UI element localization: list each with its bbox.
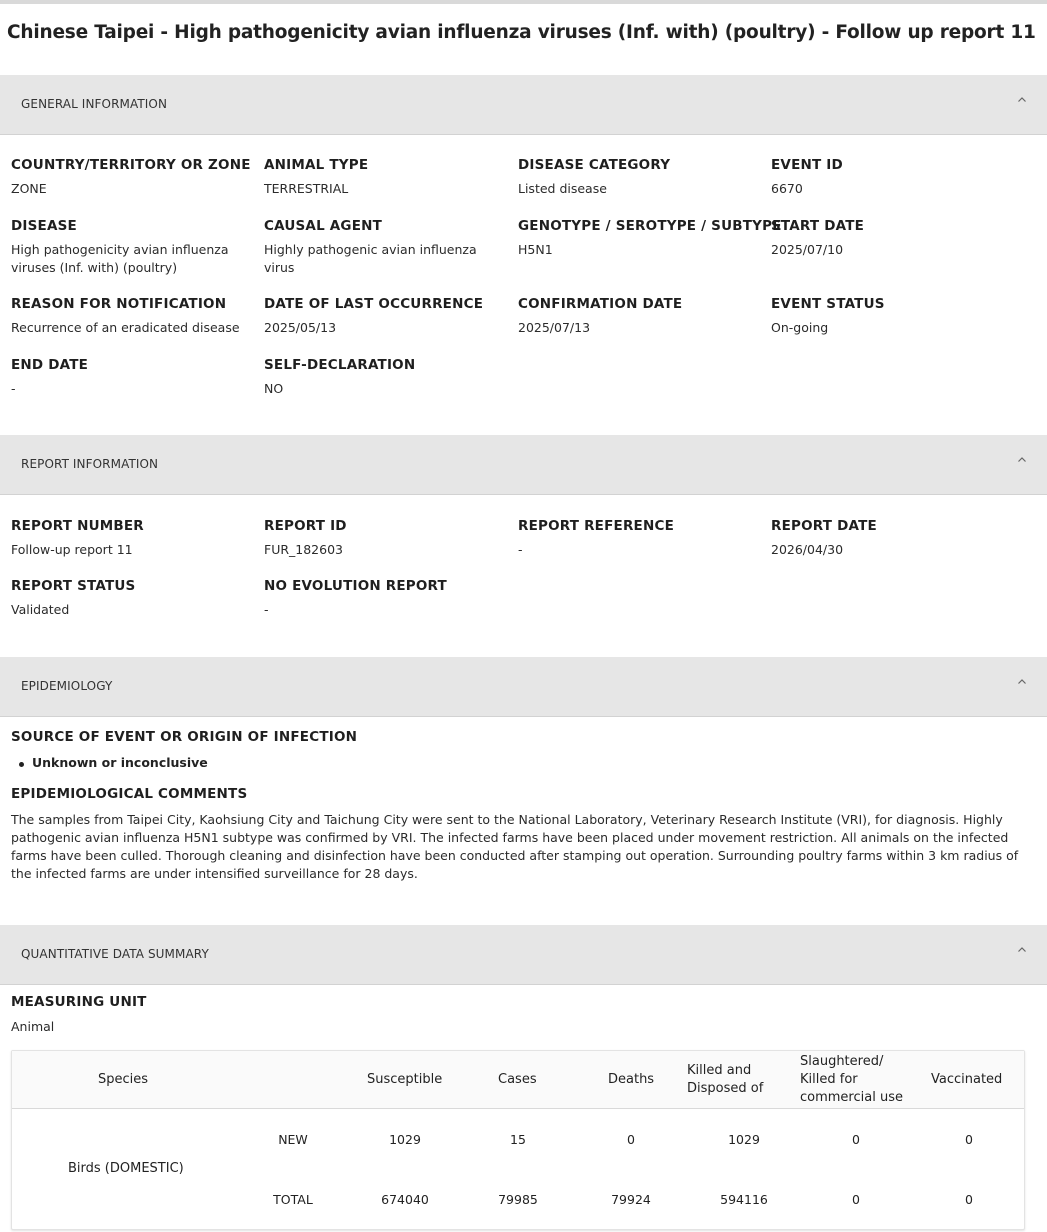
field-disease-category [518,156,768,198]
field-label: REPORT ID [264,518,347,534]
cases-cell: 15 [510,1132,526,1147]
quantitative-data-table [11,1050,1025,1230]
field-confirmation-date [518,295,768,337]
section-header-report-information[interactable] [0,435,1047,495]
field-label: REPORT STATUS [11,578,136,594]
field-label: EVENT STATUS [771,296,885,312]
field-report-date [771,517,1021,559]
column-header-cases: Cases [498,1072,537,1087]
epidemiological-comments-text: The samples from Taipei City, Kaohsiung City and Taichung City were sent to the National Laboratory, Veterinary Research Institute (VRI), for diagnosis. Highly pathogenic avian influenza H5N1 subtype was confirmed by VRI. The infected farms have been placed under movement restriction. All animals on the infected farms have been culled. Thorough cleaning and disinfection have been conducted after stamping out operation. Surrounding poultry farms within 3 km radius of the infected farms are under intensified surveillance for 28 days. [11,812,1019,881]
susceptible-cell: 674040 [381,1192,429,1207]
deaths-cell: 79924 [611,1192,651,1207]
field-self-declaration [264,356,514,398]
field-label: ANIMAL TYPE [264,157,369,173]
field-label: NO EVOLUTION REPORT [264,578,447,594]
field-genotype [518,217,782,259]
source-of-event-heading: SOURCE OF EVENT OR ORIGIN OF INFECTION [11,729,358,745]
field-date-of-last-occurrence [264,295,514,337]
field-value: H5N1 [518,242,553,257]
vaccinated-cell: 0 [965,1132,973,1147]
field-country [11,156,261,198]
chevron-up-icon[interactable] [1017,945,1027,955]
field-label: END DATE [11,357,89,373]
field-label: REPORT REFERENCE [518,518,674,534]
field-value: Follow-up report 11 [11,542,133,557]
page-title: Chinese Taipei - High pathogenicity avian influenza viruses (Inf. with) (poultry) - Follow up report 11 [7,22,1036,43]
field-value: ZONE [11,181,47,196]
column-header-slaughtered: Slaughtered/ Killed for commercial use [800,1054,903,1105]
row-label: NEW [278,1132,308,1147]
field-disease [11,217,251,277]
field-value: - [11,381,16,396]
field-value: FUR_182603 [264,542,343,557]
field-label: REPORT NUMBER [11,518,144,534]
section-title: QUANTITATIVE DATA SUMMARY [21,947,209,961]
field-value: Recurrence of an eradicated disease [11,320,240,335]
species-cell: Birds (DOMESTIC) [68,1161,184,1176]
field-event-status [771,295,1021,337]
chevron-up-icon[interactable] [1017,95,1027,105]
susceptible-cell: 1029 [389,1132,421,1147]
field-label: CONFIRMATION DATE [518,296,683,312]
field-start-date [771,217,1021,259]
field-report-status [11,577,261,619]
field-report-number [11,517,261,559]
column-header-deaths: Deaths [608,1072,655,1087]
field-value: High pathogenicity avian influenza viruses (Inf. with) (poultry) [11,242,229,275]
epidemiological-comments-heading: EPIDEMIOLOGICAL COMMENTS [11,786,248,802]
slaughtered-cell: 0 [852,1192,860,1207]
field-causal-agent [264,217,504,277]
killed-cell: 1029 [728,1132,760,1147]
field-no-evolution-report [264,577,514,619]
chevron-up-icon[interactable] [1017,455,1027,465]
field-report-reference [518,517,768,559]
section-title: GENERAL INFORMATION [21,97,168,111]
source-list-item: Unknown or inconclusive [32,755,208,770]
field-label: EVENT ID [771,157,843,173]
field-label: REPORT DATE [771,518,877,534]
vaccinated-cell: 0 [965,1192,973,1207]
field-value: 2025/07/13 [518,320,591,335]
field-value: 2025/05/13 [264,320,337,335]
field-value: TERRESTRIAL [264,181,349,196]
field-value: Validated [11,602,70,617]
field-label: CAUSAL AGENT [264,218,383,234]
field-event-id [771,156,1021,198]
field-end-date [11,356,261,398]
section-header-general-information[interactable] [0,75,1047,135]
table-header [12,1051,1024,1109]
column-header-vaccinated: Vaccinated [931,1072,1003,1087]
field-label: DATE OF LAST OCCURRENCE [264,296,484,312]
field-label: DISEASE [11,218,77,234]
field-value: 2026/04/30 [771,542,844,557]
field-value: On-going [771,320,829,335]
field-value: Listed disease [518,181,607,196]
field-label: DISEASE CATEGORY [518,157,671,173]
field-label: COUNTRY/TERRITORY OR ZONE [11,157,251,173]
cases-cell: 79985 [498,1192,538,1207]
field-label: START DATE [771,218,865,234]
field-label: REASON FOR NOTIFICATION [11,296,227,312]
column-header-killed-and-disposed: Killed and Disposed of [687,1063,764,1096]
field-value: 6670 [771,181,803,196]
field-reason-for-notification [11,295,261,337]
field-value: - [518,542,523,557]
row-label: TOTAL [273,1192,313,1207]
column-header-species: Species [98,1072,149,1087]
field-label: GENOTYPE / SEROTYPE / SUBTYPE [518,218,782,234]
killed-cell: 594116 [720,1192,768,1207]
chevron-up-icon[interactable] [1017,677,1027,687]
section-header-quantitative-data-summary[interactable] [0,925,1047,985]
section-header-epidemiology[interactable] [0,657,1047,717]
measuring-unit-label: MEASURING UNIT [11,994,147,1010]
section-title: REPORT INFORMATION [21,457,159,471]
field-value: Highly pathogenic avian influenza virus [264,242,477,275]
measuring-unit-value: Animal [11,1019,55,1034]
deaths-cell: 0 [627,1132,635,1147]
column-header-susceptible: Susceptible [367,1072,443,1087]
field-value: 2025/07/10 [771,242,844,257]
field-label: SELF-DECLARATION [264,357,416,373]
field-value: NO [264,381,284,396]
section-title: EPIDEMIOLOGY [21,679,113,693]
slaughtered-cell: 0 [852,1132,860,1147]
field-value: - [264,602,269,617]
field-report-id [264,517,514,559]
field-animal-type [264,156,514,198]
top-border [0,0,1047,4]
